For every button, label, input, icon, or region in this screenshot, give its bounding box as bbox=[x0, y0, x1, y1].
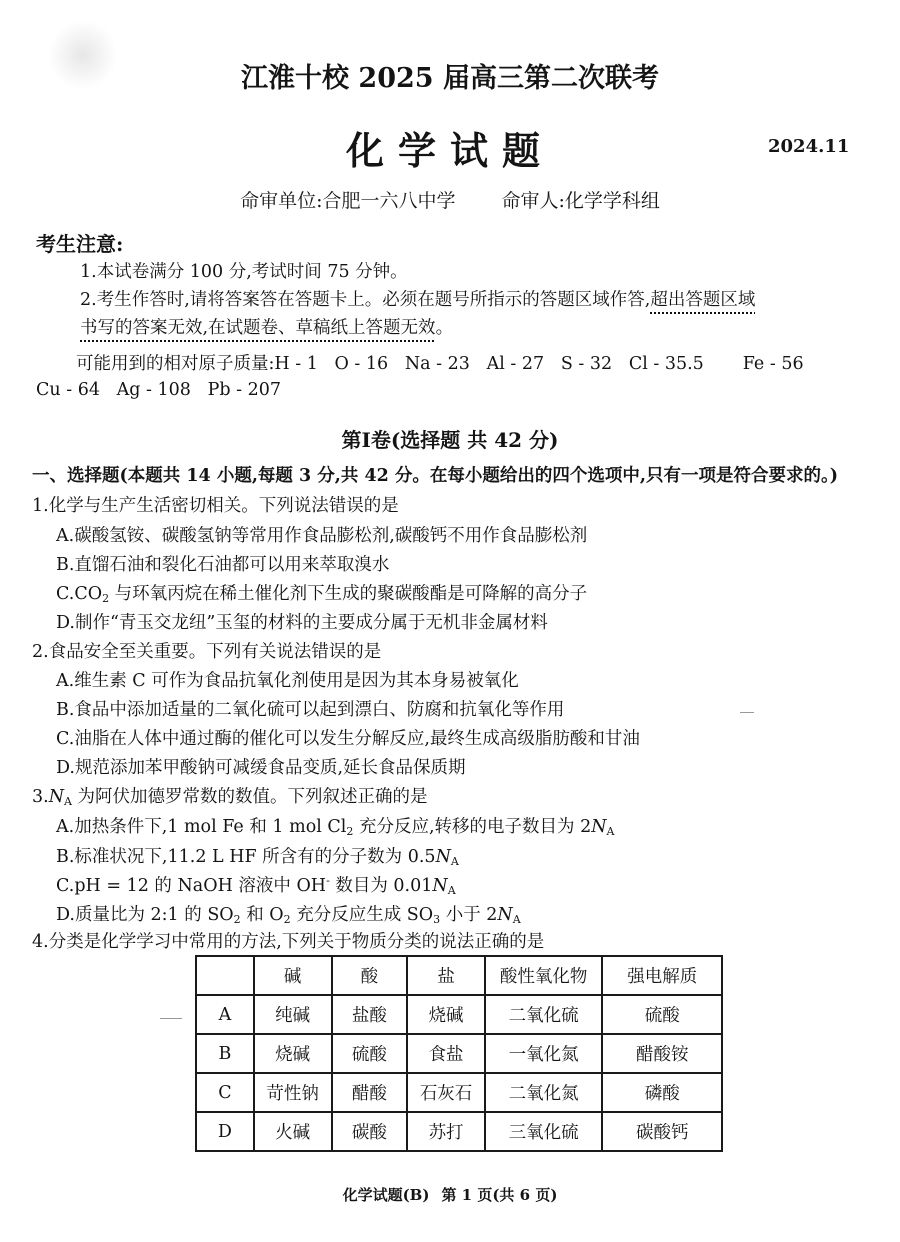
table-cell: 二氧化氮 bbox=[485, 1073, 603, 1112]
stem-text: 为阿伏加德罗常数的数值。下列叙述正确的是 bbox=[71, 787, 428, 807]
question-2-option-b: B.食品中添加适量的二氧化硫可以起到漂白、防腐和抗氧化等作用 bbox=[56, 700, 565, 720]
option-text: 充分反应,转移的电子数目为 2 bbox=[353, 817, 592, 837]
scan-mark bbox=[160, 1018, 182, 1019]
option-text: B.标准状况下,11.2 L HF 所含有的分子数为 0.5 bbox=[56, 847, 436, 867]
subscript: 2 bbox=[346, 825, 354, 838]
table-header-cell: 强电解质 bbox=[602, 956, 722, 995]
subscript: A bbox=[64, 795, 72, 808]
question-number: 3. bbox=[32, 787, 49, 807]
table-cell: 硫酸 bbox=[332, 1034, 408, 1073]
subscript: A bbox=[450, 855, 459, 868]
question-3-option-d bbox=[56, 901, 521, 926]
exam-title: 江淮十校 2025 届高三第二次联考 bbox=[241, 63, 659, 94]
section-title: 第Ⅰ卷(选择题 共 42 分) bbox=[341, 428, 559, 452]
table-row bbox=[196, 1073, 722, 1112]
table-row bbox=[196, 1034, 722, 1073]
table-cell: D bbox=[196, 1112, 254, 1151]
option-text: C.pH = 12 的 NaOH 溶液中 OH bbox=[56, 876, 327, 896]
table-cell: 醋酸 bbox=[332, 1073, 408, 1112]
question-1-option-a: A.碳酸氢铵、碳酸氢钠等常用作食品膨松剂,碳酸钙不用作食品膨松剂 bbox=[56, 526, 588, 546]
page-footer bbox=[0, 1184, 900, 1205]
notice-item-2-text: 2.考生作答时,请将答案答在答题卡上。必须在题号所指示的答题区域作答, bbox=[80, 290, 651, 310]
table-header-cell: 酸 bbox=[332, 956, 408, 995]
option-text: A.加热条件下,1 mol Fe 和 1 mol Cl bbox=[56, 817, 347, 837]
subscript: A bbox=[512, 913, 521, 926]
table-cell: C bbox=[196, 1073, 254, 1112]
question-2-stem: 2.食品安全至关重要。下列有关说法错误的是 bbox=[32, 642, 382, 662]
scan-mark bbox=[740, 712, 754, 713]
option-text: 数目为 0.01 bbox=[329, 876, 433, 896]
table-cell: 醋酸铵 bbox=[602, 1034, 722, 1073]
subscript: A bbox=[447, 884, 456, 897]
table-row bbox=[196, 1112, 722, 1151]
part-title: 一、选择题(本题共 14 小题,每题 3 分,共 42 分。在每小题给出的四个选项中,只有一项是符合要求的。) bbox=[32, 466, 839, 486]
table-cell: 苏打 bbox=[407, 1112, 485, 1151]
superscript: - bbox=[326, 874, 330, 888]
atomic-mass-line-2: Cu - 64 Ag - 108 Pb - 207 bbox=[36, 380, 282, 400]
table-cell: 纯碱 bbox=[254, 995, 332, 1034]
table-cell: 一氧化氮 bbox=[485, 1034, 603, 1073]
table-cell: 碳酸 bbox=[332, 1112, 408, 1151]
question-3-option-c bbox=[56, 872, 456, 897]
table-cell: 烧碱 bbox=[254, 1034, 332, 1073]
question-1-option-b: B.直馏石油和裂化石油都可以用来萃取溴水 bbox=[56, 555, 390, 575]
option-text: D.质量比为 2:1 的 SO bbox=[56, 905, 234, 925]
avogadro-symbol: N bbox=[497, 905, 513, 925]
table-row bbox=[196, 995, 722, 1034]
table-header-cell: 碱 bbox=[254, 956, 332, 995]
notice-title: 考生注意: bbox=[36, 232, 124, 256]
table-cell: 二氧化硫 bbox=[485, 995, 603, 1034]
avogadro-symbol: N bbox=[48, 787, 65, 807]
notice-item-2 bbox=[80, 286, 755, 311]
table-cell: 石灰石 bbox=[407, 1073, 485, 1112]
footer-paper: 化学试题(B) bbox=[342, 1186, 430, 1204]
question-3-option-b bbox=[56, 843, 459, 868]
question-2-option-a: A.维生素 C 可作为食品抗氧化剂使用是因为其本身易被氧化 bbox=[56, 671, 519, 691]
option-text: C.CO bbox=[56, 584, 103, 604]
subscript: 2 bbox=[102, 592, 110, 605]
notice-emphasis: 超出答题区域 bbox=[650, 290, 756, 310]
review-unit: 命审单位:合肥一六八中学 bbox=[240, 190, 456, 212]
avogadro-symbol: N bbox=[435, 847, 451, 867]
table-cell: 硫酸 bbox=[602, 995, 722, 1034]
question-2-option-c: C.油脂在人体中通过酶的催化可以发生分解反应,最终生成高级脂肪酸和甘油 bbox=[56, 729, 640, 749]
option-text: 充分反应生成 SO bbox=[290, 905, 434, 925]
option-text: 小于 2 bbox=[440, 905, 498, 925]
subscript: 3 bbox=[433, 913, 441, 926]
option-text: 和 O bbox=[240, 905, 284, 925]
notice-emphasis: 书写的答案无效,在试题卷、草稿纸上答题无效 bbox=[80, 318, 436, 338]
footer-page: 第 1 页(共 6 页) bbox=[441, 1186, 558, 1204]
table-header-cell: 酸性氧化物 bbox=[485, 956, 603, 995]
avogadro-symbol: N bbox=[432, 876, 448, 896]
atomic-mass-line-1: 可能用到的相对原子质量:H - 1 O - 16 Na - 23 Al - 27 S - 32 Cl - 35.5 Fe - 56 bbox=[76, 354, 804, 374]
avogadro-symbol: N bbox=[591, 817, 607, 837]
question-1-stem: 1.化学与生产生活密切相关。下列说法错误的是 bbox=[32, 496, 399, 516]
question-4-stem: 4.分类是化学学习中常用的方法,下列关于物质分类的说法正确的是 bbox=[32, 932, 545, 952]
option-text: 与环氧丙烷在稀土催化剂下生成的聚碳酸酯是可降解的高分子 bbox=[109, 584, 588, 604]
table-cell: 苛性钠 bbox=[254, 1073, 332, 1112]
exam-date: 2024.11 bbox=[768, 136, 850, 157]
question-2-option-d: D.规范添加苯甲酸钠可减缓食品变质,延长食品保质期 bbox=[56, 758, 466, 778]
subscript: A bbox=[606, 825, 615, 838]
table-cell: A bbox=[196, 995, 254, 1034]
table-cell: 三氧化硫 bbox=[485, 1112, 603, 1151]
table-header-cell: 盐 bbox=[407, 956, 485, 995]
table-cell: 碳酸钙 bbox=[602, 1112, 722, 1151]
classification-table bbox=[195, 955, 723, 1152]
notice-item-2-cont bbox=[80, 314, 453, 339]
question-1-option-d: D.制作“青玉交龙纽”玉玺的材料的主要成分属于无机非金属材料 bbox=[56, 613, 548, 633]
table-cell: 烧碱 bbox=[407, 995, 485, 1034]
notice-item-1: 1.本试卷满分 100 分,考试时间 75 分钟。 bbox=[80, 262, 408, 282]
subject-title: 化学试题 bbox=[345, 128, 554, 173]
subscript: 2 bbox=[283, 913, 291, 926]
table-header-row bbox=[196, 956, 722, 995]
question-3-option-a bbox=[56, 813, 614, 838]
table-cell: 磷酸 bbox=[602, 1073, 722, 1112]
reviewer: 命审人:化学学科组 bbox=[501, 190, 660, 212]
notice-period: 。 bbox=[435, 318, 454, 338]
question-3-stem bbox=[32, 783, 428, 808]
table-cell: B bbox=[196, 1034, 254, 1073]
table-header-cell bbox=[196, 956, 254, 995]
table-cell: 盐酸 bbox=[332, 995, 408, 1034]
table-cell: 火碱 bbox=[254, 1112, 332, 1151]
table-cell: 食盐 bbox=[407, 1034, 485, 1073]
subscript: 2 bbox=[233, 913, 241, 926]
question-1-option-c bbox=[56, 580, 587, 605]
author-line bbox=[0, 186, 900, 213]
